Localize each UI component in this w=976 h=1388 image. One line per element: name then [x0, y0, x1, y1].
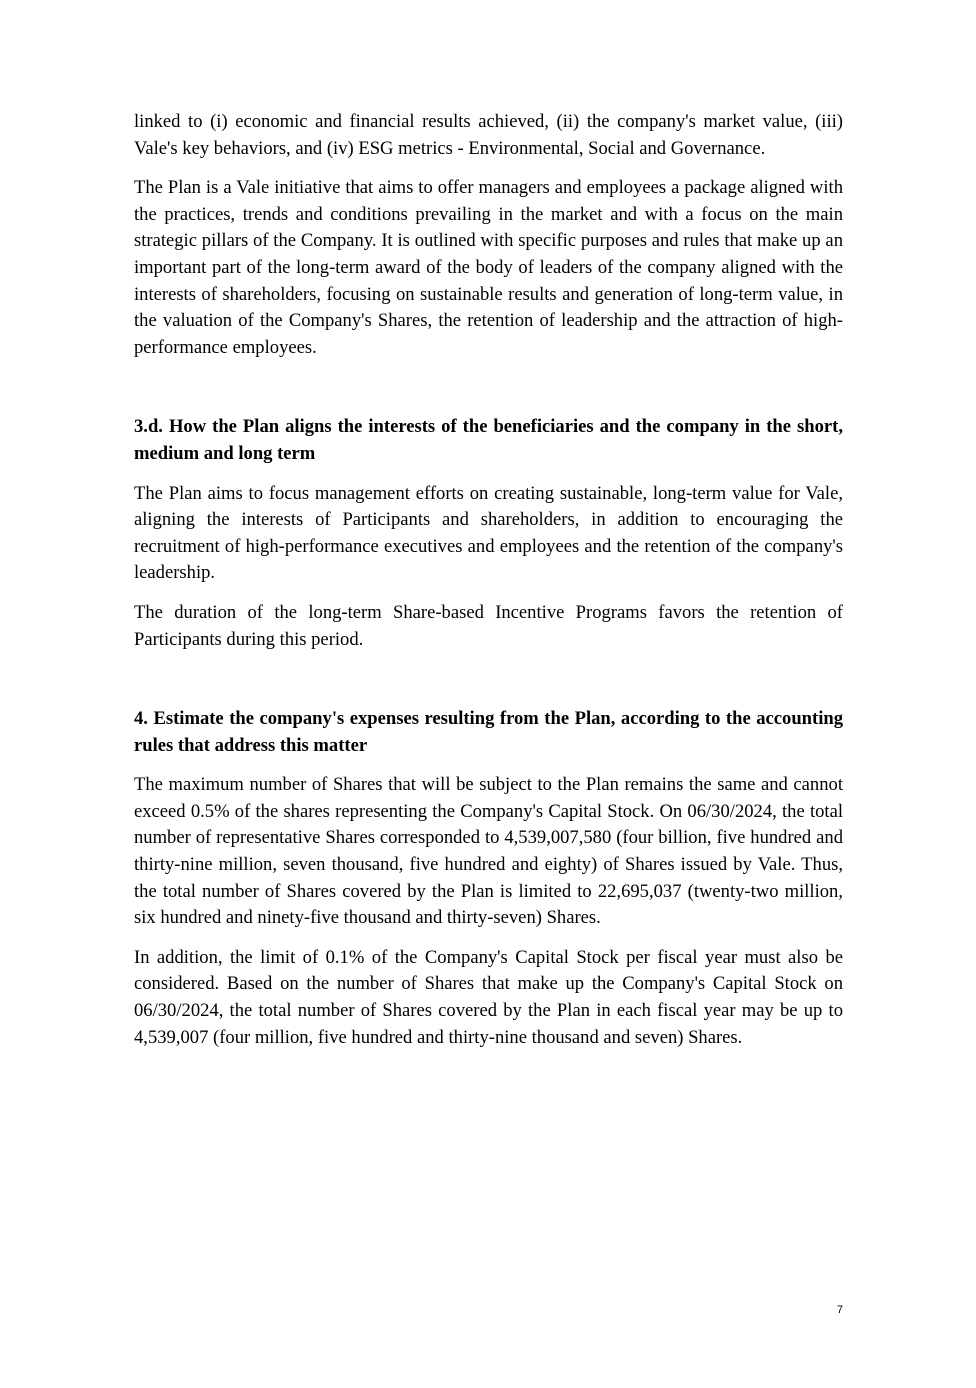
document-page — [134, 109, 843, 1051]
page-number: 7 — [836, 1304, 843, 1316]
section-3d-paragraph-1: The Plan aims to focus management efforts on creating sustainable, long-term value for Vale, aligning the interests of Participants and shareholders, in addition to encouraging the recruitment of high-performance executives and employees and the retention of the company's leadership. — [134, 482, 843, 584]
section-4-heading: 4. Estimate the company's expenses resulting from the Plan, according to the accounting rules that address this matter — [134, 708, 843, 756]
section-4-paragraph-1: The maximum number of Shares that will be subject to the Plan remains the same and cannot exceed 0.5% of the shares representing the Company's Capital Stock. On 06/30/2024, the total number of representative Shares corresponded to 4,539,007,580 (four billion, five hundred and thirty-nine million, seven thousand, five hundred and eighty) of Shares issued by Vale. Thus, the total number of Shares covered by the Plan is limited to 22,695,037 (twenty-two million, six hundred and ninety-five thousand and thirty-seven) Shares. — [134, 774, 843, 929]
intro-paragraph-2: The Plan is a Vale initiative that aims to offer managers and employees a package aligned with the practices, trends and conditions prevailing in the market and with a focus on the main strategic pillars of the Company. It is outlined with specific purposes and rules that make up an important part of the long-term award of the body of leaders of the company aligned with the interests of shareholders, focusing on sustainable results and generation of long-term value, in the valuation of the Company's Shares, the retention of leadership and the attraction of high-performance employees. — [134, 177, 843, 358]
intro-paragraph-1: linked to (i) economic and financial results achieved, (ii) the company's market value, (iii) Vale's key behaviors, and (iv) ESG metrics - Environmental, Social and Governance. — [134, 111, 843, 159]
section-3d-heading: 3.d. How the Plan aligns the interests of the beneficiaries and the company in the short, medium and long term — [134, 416, 843, 464]
section-4-paragraph-2: In addition, the limit of 0.1% of the Company's Capital Stock per fiscal year must also be considered. Based on the number of Shares that make up the Company's Capital Stock on 06/30/2024, the total number of Shares covered by the Plan in each fiscal year may be up to 4,539,007 (four million, five hundred and thirty-nine thousand and seven) Shares. — [134, 946, 843, 1048]
section-3d-paragraph-2: The duration of the long-term Share-based Incentive Programs favors the retention of Participants during this period. — [134, 601, 843, 650]
